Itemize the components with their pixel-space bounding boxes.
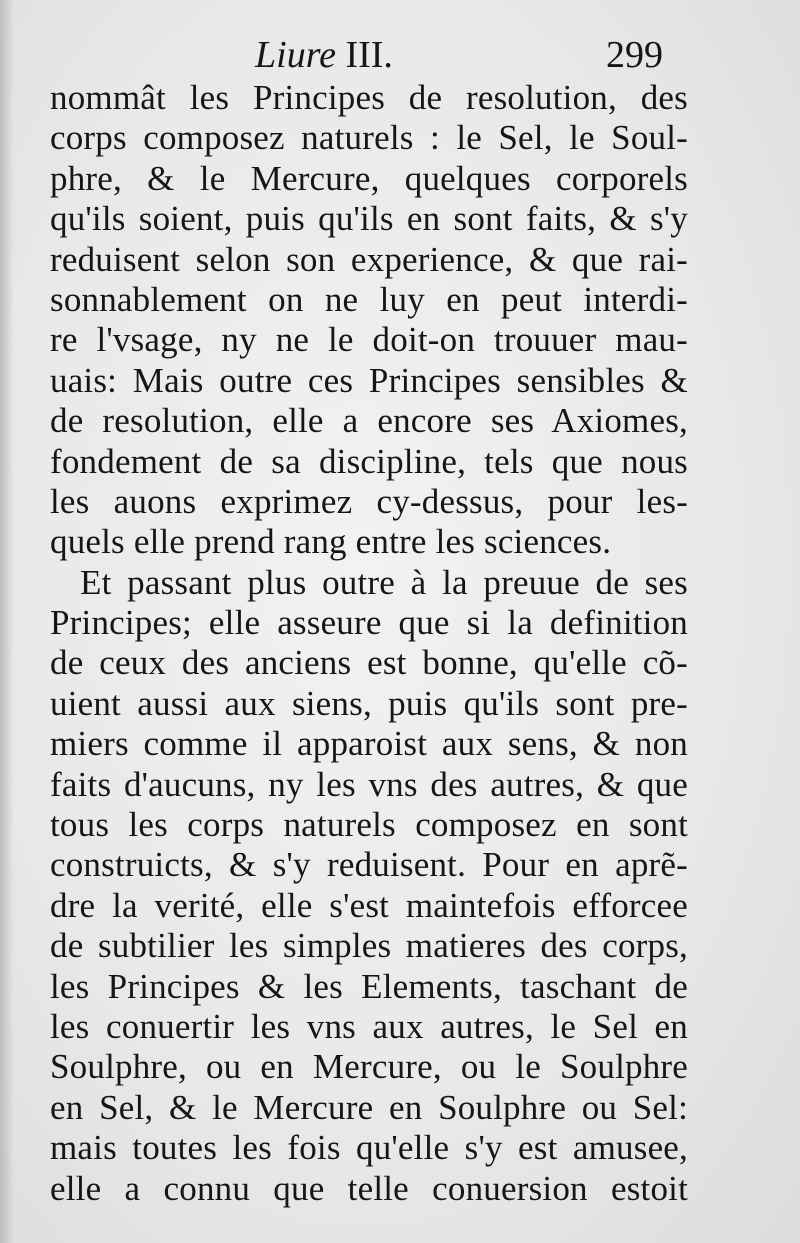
- body-text: [50, 78, 688, 1209]
- paragraph-1: [50, 78, 688, 563]
- text-line: tous les corps naturels composez en sont: [50, 805, 688, 845]
- text-line: construicts, & s'y reduisent. Pour en aprẽ-: [50, 845, 688, 885]
- text-line: les auons exprimez cy-dessus, pour les-: [50, 481, 688, 521]
- page-number: 299: [606, 34, 663, 76]
- text-line: dre la verité, elle s'est maintefois efforcee: [50, 885, 688, 925]
- text-line: Et passant plus outre à la preuue de ses: [80, 562, 688, 602]
- book-label: [255, 30, 393, 80]
- book-numeral: III.: [345, 34, 393, 76]
- text-line: fondement de sa discipline, tels que nous: [50, 441, 688, 481]
- text-line: de resolution, elle a encore ses Axiomes,: [50, 401, 688, 441]
- text-line: miers comme il apparoist aux sens, & non: [50, 724, 688, 764]
- text-line: faits d'aucuns, ny les vns des autres, & que: [50, 764, 688, 804]
- paragraph-2: [50, 563, 688, 1209]
- text-line: reduisent selon son experience, & que rai-: [50, 239, 688, 279]
- text-line: Principes; elle asseure que si la definition: [50, 603, 688, 643]
- text-line: Soulphre, ou en Mercure, ou le Soulphre: [50, 1047, 688, 1087]
- text-line: de ceux des anciens est bonne, qu'elle cõ-: [50, 643, 688, 683]
- text-line: quels elle prend rang entre les sciences.: [50, 522, 612, 562]
- text-line: de subtilier les simples matieres des corps,: [50, 926, 688, 966]
- text-line: re l'vsage, ny ne le doit-on trouuer mau-: [50, 320, 688, 360]
- text-line: uais: Mais outre ces Principes sensibles &: [50, 360, 688, 400]
- text-line: uient aussi aux siens, puis qu'ils sont pre-: [50, 683, 688, 723]
- gutter-shadow: [0, 0, 14, 1243]
- text-line: nommât les Principes de resolution, des: [50, 78, 688, 117]
- book-word: Liure: [255, 34, 336, 76]
- text-line: les conuertir les vns aux autres, le Sel en: [50, 1006, 688, 1046]
- text-line: elle a connu que telle conuersion estoit: [50, 1168, 688, 1208]
- text-line: les Principes & les Elements, taschant de: [50, 966, 688, 1006]
- text-line: phre, & le Mercure, quelques corporels: [50, 158, 688, 198]
- text-line: corps composez naturels : le Sel, le Soul-: [50, 118, 688, 158]
- text-line: qu'ils soient, puis qu'ils en sont faits, & s'y: [50, 199, 688, 239]
- running-head: [0, 30, 800, 80]
- text-line: en Sel, & le Mercure en Soulphre ou Sel:: [50, 1087, 688, 1127]
- text-line: sonnablement on ne luy en peut interdi-: [50, 279, 688, 319]
- text-line: mais toutes les fois qu'elle s'y est amusee,: [50, 1128, 688, 1168]
